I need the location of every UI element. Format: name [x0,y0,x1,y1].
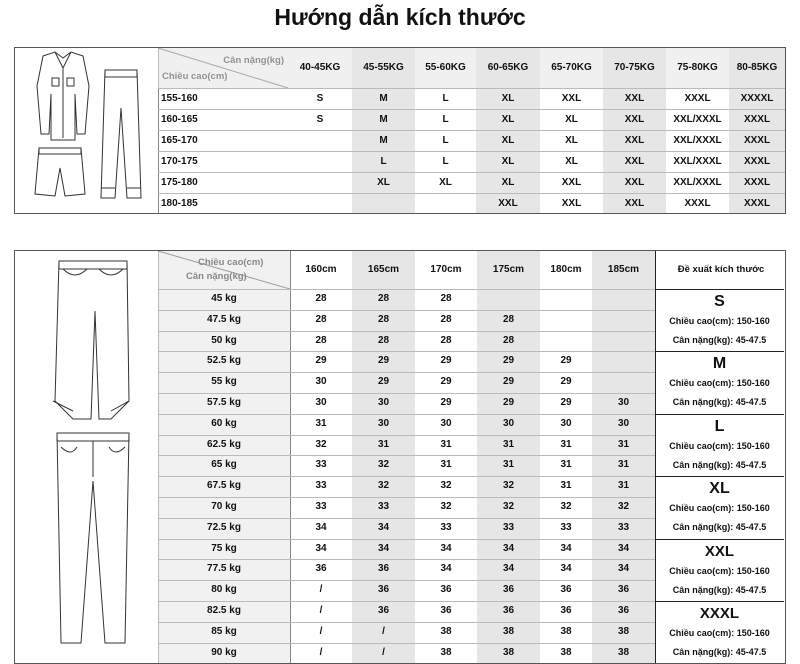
size-cell: 34 [560,543,572,554]
size-cell: L [442,114,449,125]
size-cell: 34 [315,543,327,554]
size-cell: 28 [315,335,327,346]
size-cell: M [379,114,388,125]
size-cell: 32 [617,501,630,512]
size-cell: 36 [377,563,390,574]
size-cell: XXL/XXXL [673,156,722,167]
size-cell: 34 [440,563,452,574]
size-cell: 32 [315,439,327,450]
size-cell: 29 [377,355,390,366]
size-cell: 28 [440,335,452,346]
suggested-size: XXL [704,543,735,560]
size-cell: 30 [440,418,452,429]
pants-size-table [14,250,786,664]
row-divider [158,455,655,456]
size-cell: 33 [315,480,327,491]
size-cell: 29 [502,397,515,408]
size-cell: 29 [440,397,452,408]
size-cell: 28 [502,314,515,325]
size-cell: 36 [440,584,452,595]
row-label: 82.5 kg [207,605,241,616]
size-cell: 31 [560,480,572,491]
size-cell: 33 [617,522,630,533]
size-cell: 30 [377,397,390,408]
size-cell: 36 [502,584,515,595]
row-label: 57.5 kg [207,397,241,408]
suggested-height: Chiều cao(cm): 150-160 [669,628,770,638]
suggested-weight: Cân nặng(kg): 45-47.5 [672,647,767,657]
row-divider [158,331,655,332]
column-header: 80-85KG [736,62,778,73]
size-cell: 34 [560,563,572,574]
suggested-size: XXXL [699,605,740,622]
size-cell: 33 [560,522,572,533]
size-cell: 28 [440,314,452,325]
size-cell: 28 [377,314,390,325]
size-cell: 36 [377,605,390,616]
size-cell: 36 [377,584,390,595]
suggested-size: S [714,293,725,310]
size-cell: 31 [440,439,452,450]
size-cell: 29 [315,355,327,366]
size-cell: 36 [560,605,572,616]
row-divider [158,351,655,352]
size-cell: 29 [440,355,452,366]
column-header: 170cm [430,264,462,275]
size-cell: XXXL [743,114,771,125]
row-label: 85 kg [211,626,237,637]
size-cell: 38 [560,626,572,637]
size-cell: XXXL [743,156,771,167]
pants-illustration [15,251,159,663]
row-divider [158,393,655,394]
size-cell: XXL/XXXL [673,177,722,188]
size-cell: S [316,114,324,125]
column-header: 55-60KG [425,62,466,73]
suggested-size: M [712,355,727,372]
pants-icon [101,70,141,198]
suggested-weight: Cân nặng(kg): 45-47.5 [672,397,767,407]
size-cell: XL [501,135,515,146]
size-cell: 30 [617,418,630,429]
jeans-icon [53,261,129,419]
suggested-weight: Cân nặng(kg): 45-47.5 [672,460,767,470]
size-cell: XL [439,177,452,188]
row-label: 170-175 [161,156,198,167]
size-cell: 33 [315,459,327,470]
size-cell: XL [501,156,515,167]
clothing-illustration [15,48,159,213]
size-cell: 31 [617,439,630,450]
suggested-height: Chiều cao(cm): 150-160 [669,441,770,451]
size-cell: 29 [377,376,390,387]
row-label: 67.5 kg [207,480,241,491]
size-cell: XL [501,93,515,104]
row-label: 47.5 kg [207,314,241,325]
size-cell: M [379,93,388,104]
size-cell: 31 [440,459,452,470]
size-cell: XL [501,114,515,125]
page-title: Hướng dẫn kích thước [274,4,526,30]
row-divider [158,539,655,540]
size-cell: 28 [440,293,452,304]
column-header: 40-45KG [299,62,341,73]
size-cell: XXL [624,93,645,104]
row-divider [158,109,785,110]
row-divider [158,414,655,415]
size-cell: 32 [502,480,515,491]
row-label: 45 kg [211,293,237,304]
size-cell: XXXL [743,198,771,209]
column-header: 70-75KG [614,62,655,73]
size-cell: 32 [377,480,390,491]
size-cell: L [442,156,449,167]
size-suggestion [655,351,784,414]
size-cell: XXXXL [740,93,774,104]
size-cell: 33 [377,501,390,512]
size-cell: 32 [440,501,452,512]
row-divider [158,622,655,623]
size-cell: 36 [560,584,572,595]
size-cell: 36 [617,605,630,616]
size-cell: L [442,135,449,146]
size-cell: 34 [502,563,515,574]
size-cell: XXL [561,198,582,209]
size-cell: XL [565,156,578,167]
size-cell: XL [501,177,515,188]
size-cell: 29 [502,376,515,387]
size-cell: M [379,135,388,146]
size-cell: 34 [617,563,630,574]
row-divider [158,193,785,194]
size-cell: 31 [560,459,572,470]
size-cell: 32 [560,501,572,512]
size-cell: 29 [502,355,515,366]
size-cell: XXL [624,114,645,125]
row-divider [158,130,785,131]
size-cell: 34 [377,543,390,554]
column-header: 65-70KG [551,62,592,73]
size-cell: / [319,626,323,637]
size-cell: 36 [617,584,630,595]
size-cell: 29 [440,376,452,387]
size-cell: / [319,605,323,616]
row-divider [158,518,655,519]
column-header: 75-80KG [677,62,718,73]
size-cell: XXL [498,198,518,209]
row-label: 50 kg [211,335,237,346]
row-label: 180-185 [161,198,198,209]
size-cell: 31 [560,439,572,450]
size-cell: 31 [617,459,630,470]
row-divider [158,580,655,581]
size-cell: 38 [502,626,515,637]
column-header: 160cm [305,264,337,275]
row-label: 72.5 kg [207,522,241,533]
shirt-icon [37,52,89,140]
row-divider [158,643,655,644]
shorts-icon [35,148,85,196]
size-cell: L [442,93,449,104]
size-cell: XL [377,177,390,188]
size-cell: XXXL [743,135,771,146]
row-label: 165-170 [161,135,198,146]
row-label: 155-160 [161,93,198,104]
size-cell: 31 [377,439,390,450]
row-divider [158,476,655,477]
suggested-height: Chiều cao(cm): 150-160 [669,316,770,326]
row-divider [158,559,655,560]
row-divider [158,497,655,498]
suggested-height: Chiều cao(cm): 150-160 [669,566,770,576]
size-cell: / [382,626,385,637]
size-cell: 29 [560,397,572,408]
size-cell: XL [565,135,578,146]
size-cell: 28 [315,293,327,304]
size-cell: / [319,584,323,595]
size-cell: 38 [617,626,630,637]
size-cell: S [316,93,324,104]
suggested-size: L [714,418,725,435]
size-cell: 29 [560,376,572,387]
row-divider [158,372,655,373]
size-suggestion [655,289,784,352]
suggested-weight: Cân nặng(kg): 45-47.5 [672,522,767,532]
row-label: 70 kg [211,501,237,512]
suggestion-header: Đề xuất kích thước [677,264,765,275]
suggested-height: Chiều cao(cm): 150-160 [669,378,770,388]
column-header: 165cm [367,264,400,275]
size-cell: L [380,156,387,167]
size-cell: 34 [502,543,515,554]
row-divider [158,601,655,602]
size-cell: 33 [440,522,452,533]
size-cell: XXL [561,177,582,188]
size-cell: 36 [315,563,327,574]
row-label: 62.5 kg [207,439,241,450]
size-cell: 31 [502,459,515,470]
row-divider [158,88,785,89]
size-cell: XXL [624,177,645,188]
column-header: 175cm [492,264,525,275]
row-divider [158,310,655,311]
row-divider [158,151,785,152]
size-suggestion [655,601,784,664]
size-cell: 30 [315,397,327,408]
suggested-height: Chiều cao(cm): 150-160 [669,503,770,513]
row-divider [158,172,785,173]
size-cell: 28 [502,335,515,346]
trousers-icon [57,433,129,643]
size-cell: 30 [617,397,630,408]
size-cell: 32 [440,480,452,491]
size-cell: XXXL [743,177,771,188]
row-label: 80 kg [211,584,237,595]
size-cell: 30 [502,418,515,429]
row-label: 90 kg [211,647,237,658]
size-cell: XXXL [684,93,711,104]
row-divider [158,435,655,436]
size-cell: 30 [315,376,327,387]
size-chart-table [14,47,786,214]
size-cell: 33 [502,522,515,533]
size-cell: 30 [560,418,572,429]
size-cell: 36 [440,605,452,616]
size-cell: 33 [315,501,327,512]
size-cell: 34 [377,522,390,533]
size-cell: 31 [315,418,327,429]
row-label: 65 kg [211,459,237,470]
size-cell: / [319,647,323,658]
size-cell: 32 [377,459,390,470]
size-cell: 28 [377,335,390,346]
row-label: 75 kg [211,543,237,554]
suggested-size: XL [709,480,730,497]
size-cell: 34 [440,543,452,554]
suggested-weight: Cân nặng(kg): 45-47.5 [672,585,767,595]
size-cell: 36 [502,605,515,616]
size-cell: 34 [617,543,630,554]
size-cell: XXL/XXXL [673,135,722,146]
size-cell: XXL [624,135,645,146]
size-cell: 28 [315,314,327,325]
size-cell: 38 [617,647,630,658]
size-cell: XXL/XXXL [673,114,722,125]
row-label: 77.5 kg [207,563,241,574]
size-cell: XXL [561,93,582,104]
row-label: 52.5 kg [207,355,241,366]
size-cell: 32 [502,501,515,512]
size-cell: 38 [440,626,452,637]
size-cell: 29 [560,355,572,366]
size-cell: XXL [624,156,645,167]
row-divider [158,289,655,290]
suggested-weight: Cân nặng(kg): 45-47.5 [672,335,767,345]
row-label: 160-165 [161,114,198,125]
size-cell: 31 [617,480,630,491]
row-label: 60 kg [211,418,237,429]
size-suggestion [655,414,784,477]
column-header: 185cm [607,264,640,275]
size-cell: 31 [502,439,515,450]
row-label: 55 kg [211,376,237,387]
size-cell: 38 [502,647,515,658]
size-cell: / [382,647,385,658]
size-cell: 30 [377,418,390,429]
size-cell: XL [565,114,578,125]
column-header: 180cm [550,264,582,275]
size-cell: 34 [315,522,327,533]
size-cell: 38 [560,647,572,658]
size-cell: 28 [377,293,390,304]
size-cell: 38 [440,647,452,658]
size-suggestion [655,539,784,602]
column-header: 45-55KG [363,62,404,73]
size-cell: XXXL [684,198,711,209]
row-label: 175-180 [161,177,198,188]
column-header: 60-65KG [487,62,529,73]
size-suggestion [655,476,784,539]
size-cell: XXL [624,198,645,209]
